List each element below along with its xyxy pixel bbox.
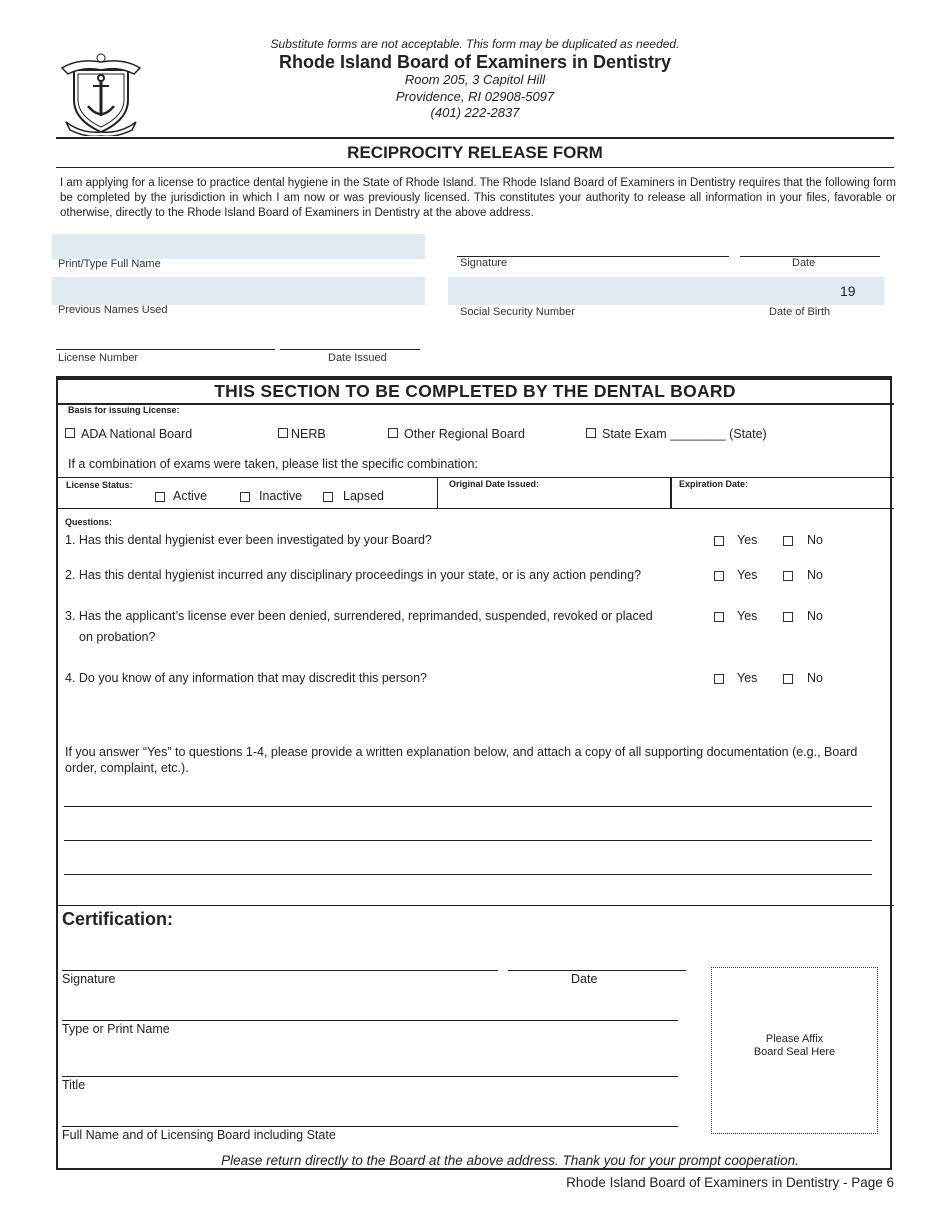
question-4: 4. Do you know of any information that may discredit this person?: [65, 671, 427, 685]
q2-yes-label: Yes: [737, 568, 758, 582]
q3-yes-label: Yes: [737, 609, 758, 623]
cert-name-label: Type or Print Name: [62, 1022, 170, 1036]
cert-signature-line[interactable]: [62, 970, 498, 971]
original-date-label: Original Date Issued:: [449, 479, 540, 489]
address-line-1: Room 205, 3 Capitol Hill: [404, 72, 546, 87]
divider: [670, 477, 672, 508]
rhode-island-seal-icon: [58, 50, 144, 136]
q1-yes-label: Yes: [737, 533, 758, 547]
question-3-continued: on probation?: [79, 630, 156, 644]
divider: [56, 508, 894, 509]
q3-no-checkbox[interactable]: [783, 612, 793, 622]
cert-board-label: Full Name and of Licensing Board including State: [62, 1128, 336, 1142]
previous-names-label: Previous Names Used: [58, 304, 168, 316]
ada-checkbox[interactable]: [65, 428, 75, 438]
question-1: 1. Has this dental hygienist ever been investigated by your Board?: [65, 533, 432, 547]
signature-label: Signature: [460, 257, 508, 269]
page-footer: Rhode Island Board of Examiners in Dentistry - Page 6: [566, 1175, 894, 1190]
full-name-label: Print/Type Full Name: [58, 258, 161, 270]
status-lapsed-checkbox[interactable]: [323, 492, 333, 502]
q1-no-checkbox[interactable]: [783, 536, 793, 546]
state-exam-option-label: State Exam ________ (State): [602, 427, 767, 441]
divider: [56, 137, 894, 139]
q2-no-label: No: [807, 568, 823, 582]
explanation-line[interactable]: [64, 806, 872, 807]
license-number-line[interactable]: [56, 349, 275, 350]
divider: [56, 905, 894, 906]
intro-paragraph: I am applying for a license to practice dental hygiene in the State of Rhode Island. The Rhode Island Board of Examiners in Dentistry requires that the following form be completed by the jurisdiction in which I am now or was previously licensed. This constitutes your authority to release all information in your files, favorable or otherwise, directly to the Rhode Island Board of Examiners in Dentistry at the above address.: [60, 177, 896, 219]
cert-title-label: Title: [62, 1078, 86, 1092]
full-name-input[interactable]: [52, 234, 425, 259]
previous-names-input[interactable]: [52, 277, 425, 305]
phone-number: (401) 222-2837: [430, 105, 520, 120]
cert-title-line[interactable]: [62, 1076, 678, 1077]
status-active-label: Active: [173, 489, 208, 503]
expiration-date-label: Expiration Date:: [679, 479, 749, 489]
explanation-instructions: If you answer “Yes” to questions 1-4, please provide a written explanation below, and attach a copy of all supporting documentation (e.g., Board order, complaint, etc.).: [65, 745, 858, 775]
q1-no-label: No: [807, 533, 823, 547]
date-issued-line[interactable]: [280, 349, 420, 350]
ada-option-label: ADA National Board: [81, 427, 193, 441]
nerb-option-label: NERB: [291, 427, 326, 441]
date-of-birth-input[interactable]: [766, 277, 884, 305]
ssn-input[interactable]: [448, 277, 766, 305]
form-title: RECIPROCITY RELEASE FORM: [347, 143, 603, 162]
q4-yes-checkbox[interactable]: [714, 674, 724, 684]
license-status-label: License Status:: [66, 480, 133, 490]
other-regional-option-label: Other Regional Board: [404, 427, 525, 441]
cert-board-line[interactable]: [62, 1126, 678, 1127]
q4-yes-label: Yes: [737, 671, 758, 685]
status-lapsed-label: Lapsed: [343, 489, 385, 503]
status-inactive-checkbox[interactable]: [240, 492, 250, 502]
status-active-checkbox[interactable]: [155, 492, 165, 502]
certification-title: Certification:: [62, 909, 174, 929]
questions-label: Questions:: [65, 517, 113, 527]
q4-no-checkbox[interactable]: [783, 674, 793, 684]
board-name: Rhode Island Board of Examiners in Dentistry: [278, 52, 672, 72]
ssn-label: Social Security Number: [460, 306, 575, 318]
dob-label: Date of Birth: [769, 306, 831, 318]
cert-date-line[interactable]: [508, 970, 686, 971]
address-line-2: Providence, RI 02908-5097: [395, 89, 555, 104]
q3-yes-checkbox[interactable]: [714, 612, 724, 622]
explanation-line[interactable]: [64, 840, 872, 841]
state-exam-checkbox[interactable]: [586, 428, 596, 438]
cert-signature-label: Signature: [62, 972, 116, 986]
q2-yes-checkbox[interactable]: [714, 571, 724, 581]
form-notice: Substitute forms are not acceptable. This form may be duplicated as needed.: [270, 37, 680, 51]
seal-text-line-1: Please Affix: [765, 1033, 824, 1045]
question-3: 3. Has the applicant’s license ever been denied, surrendered, reprimanded, suspended, revoked or placed: [65, 609, 653, 623]
license-number-label: License Number: [58, 352, 139, 364]
seal-text-line-2: Board Seal Here: [753, 1046, 836, 1058]
return-note: Please return directly to the Board at the above address. Thank you for your prompt cooperation.: [221, 1153, 799, 1168]
q2-no-checkbox[interactable]: [783, 571, 793, 581]
divider: [56, 477, 894, 478]
date-label: Date: [792, 257, 816, 269]
status-inactive-label: Inactive: [259, 489, 303, 503]
divider: [56, 403, 894, 405]
q1-yes-checkbox[interactable]: [714, 536, 724, 546]
cert-date-label: Date: [571, 972, 598, 986]
board-section-title: THIS SECTION TO BE COMPLETED BY THE DENTAL BOARD: [214, 381, 736, 401]
divider: [437, 477, 438, 508]
other-regional-checkbox[interactable]: [388, 428, 398, 438]
combination-text: If a combination of exams were taken, please list the specific combination:: [68, 457, 478, 471]
basis-label: Basis for issuing License:: [68, 405, 180, 415]
q4-no-label: No: [807, 671, 823, 685]
q3-no-label: No: [807, 609, 823, 623]
question-2: 2. Has this dental hygienist incurred any disciplinary proceedings in your state, or is any action pending?: [65, 568, 642, 582]
dob-prefix: 19: [840, 283, 856, 299]
nerb-checkbox[interactable]: [278, 428, 288, 438]
explanation-line[interactable]: [64, 874, 872, 875]
divider: [56, 167, 894, 168]
cert-name-line[interactable]: [62, 1020, 678, 1021]
date-issued-label: Date Issued: [328, 352, 387, 364]
